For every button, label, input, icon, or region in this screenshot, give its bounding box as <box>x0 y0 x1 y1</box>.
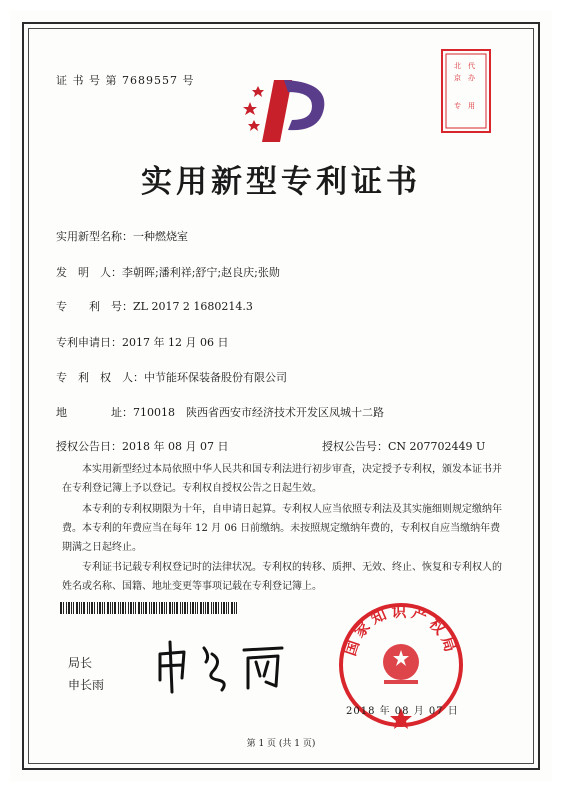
svg-text:办: 办 <box>468 74 475 82</box>
utility-name-label: 实用新型名称： <box>56 230 133 243</box>
seal-text: 国家知识产权局 <box>341 602 461 658</box>
svg-text:用: 用 <box>468 102 475 110</box>
owner-label: 专 利 权 人： <box>56 371 144 384</box>
grant-number-label: 授权公告号： <box>322 440 388 453</box>
svg-text:京: 京 <box>454 74 461 82</box>
grant-date-row <box>56 438 228 454</box>
address-value: 710018 陕西省西安市经济技术开发区凤城十二路 <box>133 406 384 419</box>
owner-value: 中节能环保装备股份有限公司 <box>144 371 287 384</box>
svg-text:代: 代 <box>468 62 475 70</box>
handwritten-signature <box>150 636 290 696</box>
agency-stamp <box>440 48 492 134</box>
filing-date-value: 2017 年 12 月 06 日 <box>122 336 229 349</box>
paragraph-3: 专利证书记载专利权登记时的法律状况。专利权的转移、质押、无效、终止、恢复和专利权人的姓名或名称、国籍、地址变更等事项记载在专利登记簿上。 <box>62 562 502 592</box>
filing-date-row <box>56 334 228 350</box>
seal-date: 2018 年 08 月 07 日 <box>346 706 459 717</box>
filing-date-label: 专利申请日： <box>56 336 122 349</box>
page-number: 第 1 页 (共 1 页) <box>246 739 316 749</box>
utility-name-value: 一种燃烧室 <box>133 230 188 243</box>
svg-text:专: 专 <box>454 102 461 110</box>
document-title: 实用新型专利证书 <box>141 164 421 200</box>
inventor-value: 李朝晖;潘利祥;舒宁;赵良庆;张勋 <box>122 266 280 279</box>
svg-text:北: 北 <box>454 62 461 70</box>
address-row <box>56 404 384 420</box>
certificate-number: 证 书 号 第 7689557 号 <box>56 74 195 87</box>
paragraph-1: 本实用新型经过本局依照中华人民共和国专利法进行初步审查，决定授予专利权，颁发本证书并在专利登记簿上予以登记。专利权自授权公告之日起生效。 <box>62 464 502 494</box>
owner-row <box>56 369 287 385</box>
patent-office-logo <box>240 72 330 147</box>
grant-date-label: 授权公告日： <box>56 440 122 453</box>
address-label: 地 址： <box>56 406 133 419</box>
paragraph-2: 本专利的专利权期限为十年，自申请日起算。专利权人应当依照专利法及其实施细则规定缴纳年费。本专利的年费应当在每年 12 月 06 日前缴纳。未按照规定缴纳年费的，专利权自应当缴纳年费期满之日起终止。 <box>62 504 502 553</box>
director-title: 局长 <box>68 656 93 670</box>
grant-date-value: 2018 年 08 月 07 日 <box>122 440 229 453</box>
patent-number-value: ZL 2017 2 1680214.3 <box>133 300 253 313</box>
grant-number-value: CN 207702449 U <box>388 440 486 453</box>
patent-number-label: 专 利 号： <box>56 300 133 313</box>
inventor-row <box>56 264 280 280</box>
barcode <box>60 602 240 614</box>
director-name: 申长雨 <box>68 678 105 692</box>
patent-number-row <box>56 298 253 314</box>
inventor-label: 发 明 人： <box>56 266 122 279</box>
grant-number-row <box>322 438 485 454</box>
utility-name-row <box>56 228 188 244</box>
